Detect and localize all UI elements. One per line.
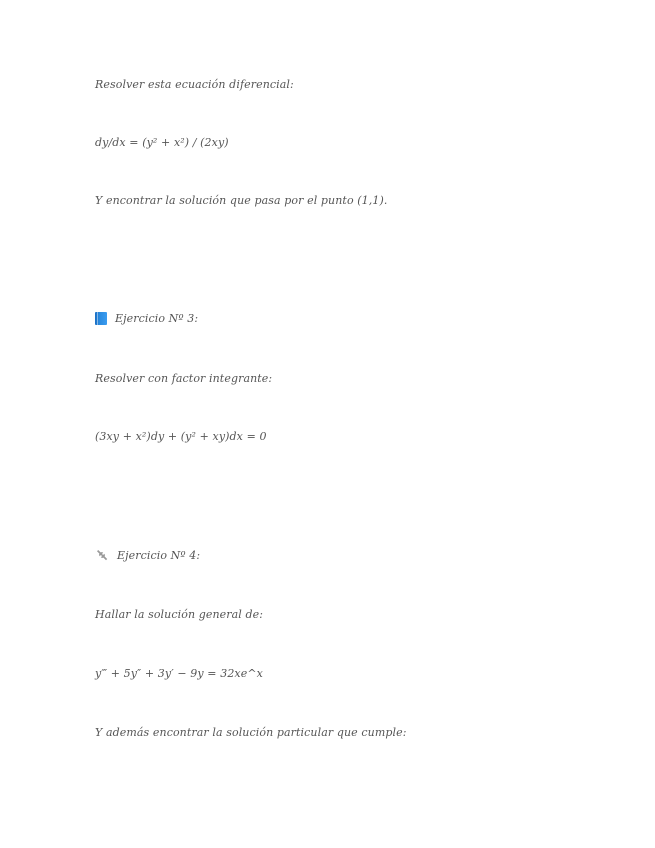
exercise-3-heading <box>95 312 198 325</box>
particular-solution-text: Y además encontrar la solución particular que cumple: <box>95 726 407 739</box>
wrench-icon <box>95 548 109 562</box>
equation-1: dy/dx = (y² + x²) / (2xy) <box>95 136 229 149</box>
book-icon <box>95 312 107 325</box>
exercise-4-instruction: Hallar la solución general de: <box>95 608 264 621</box>
intro-text: Resolver esta ecuación diferencial: <box>95 78 294 91</box>
exercise-4-title: Ejercicio Nº 4: <box>117 548 201 562</box>
exercise-3-instruction: Resolver con factor integrante: <box>95 372 273 385</box>
point-condition-text: Y encontrar la solución que pasa por el punto (1,1). <box>95 194 388 207</box>
equation-3: y‴ + 5y″ + 3y′ − 9y = 32xe^x <box>95 667 263 680</box>
exercise-4-heading <box>95 548 200 562</box>
equation-2: (3xy + x²)dy + (y² + xy)dx = 0 <box>95 430 267 443</box>
exercise-3-title: Ejercicio Nº 3: <box>115 312 199 325</box>
